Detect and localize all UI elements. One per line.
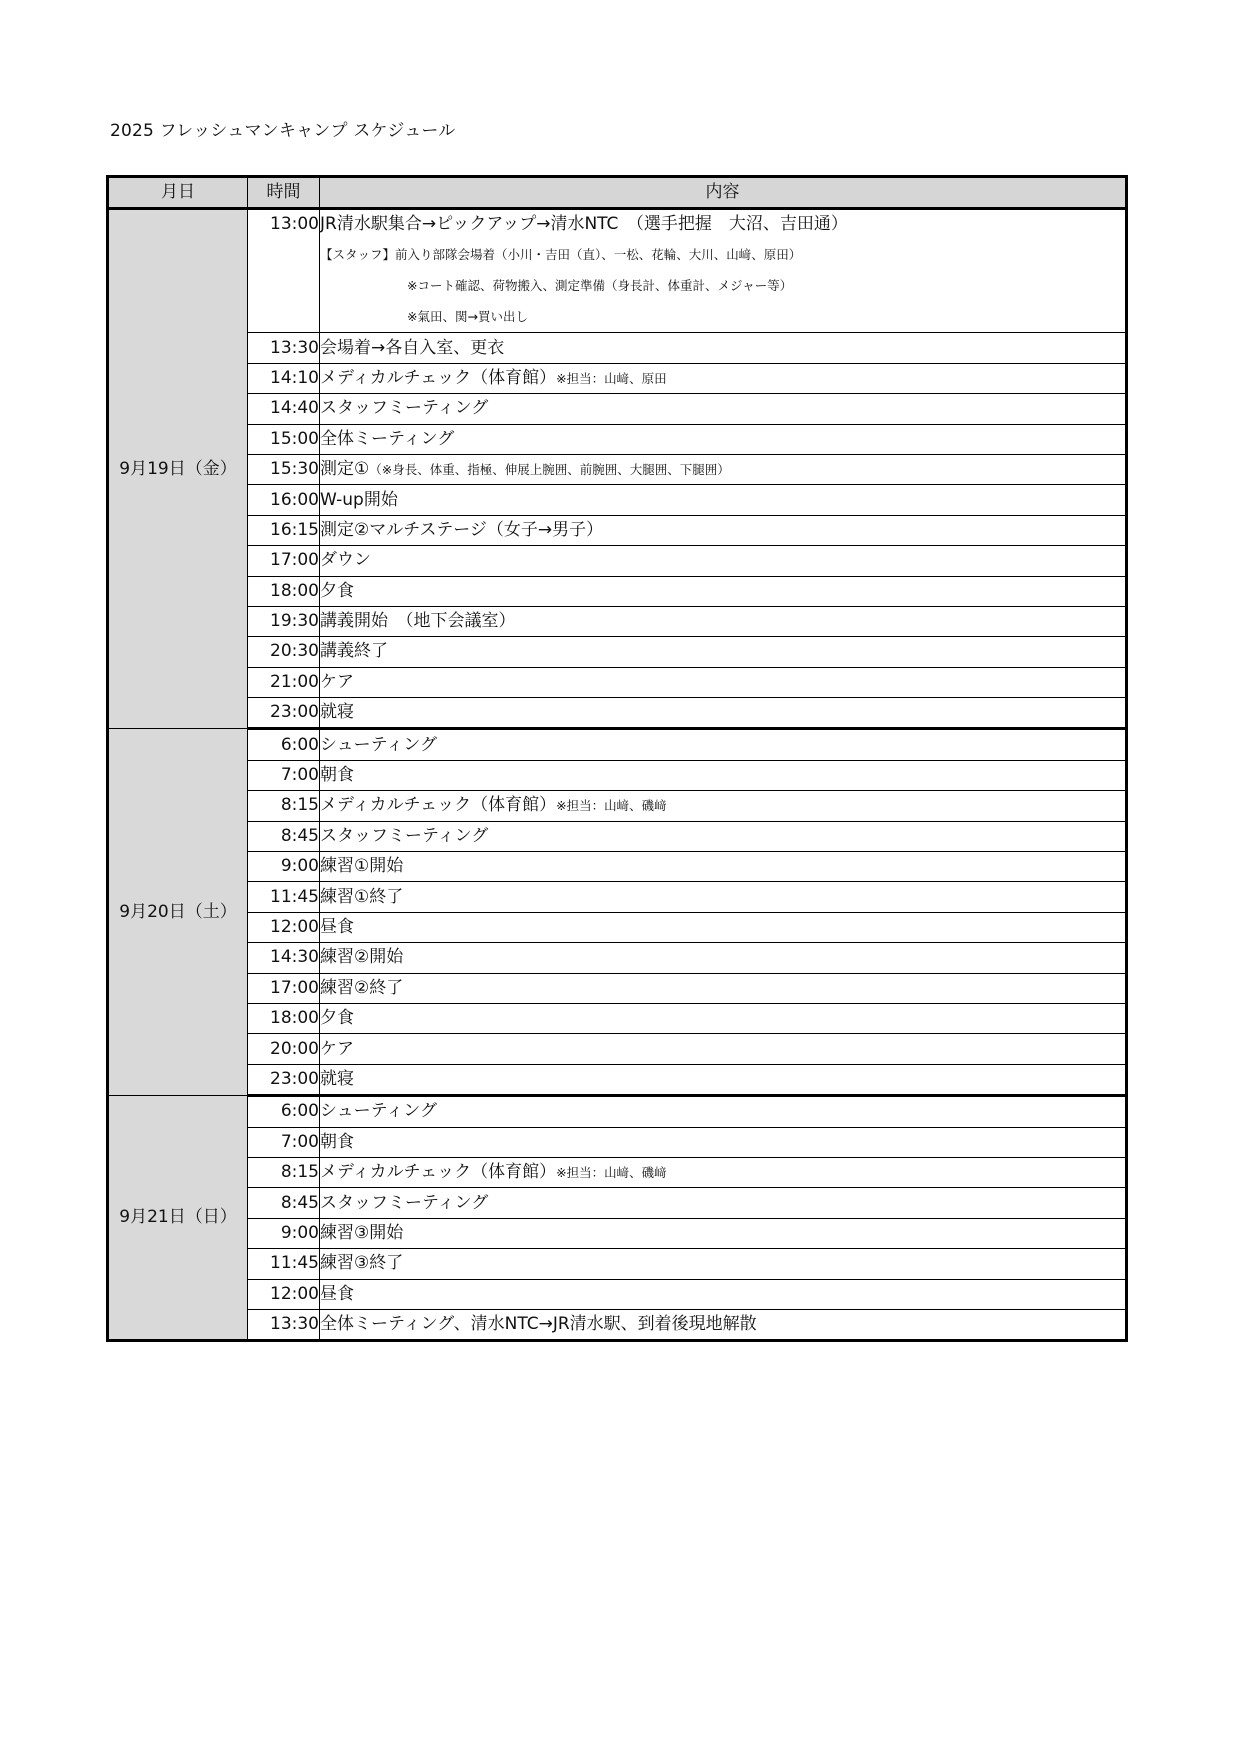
schedule-row [108, 729, 1127, 760]
time-cell: 13:00 [248, 209, 320, 333]
content-cell [320, 363, 1127, 393]
content-note: ※担当：山﨑、原田 [556, 370, 667, 386]
content-text: 練習①終了 [320, 886, 404, 907]
content-text: 練習③終了 [320, 1253, 404, 1274]
schedule-row [108, 485, 1127, 515]
content-text: 練習①開始 [320, 856, 404, 877]
schedule-row [108, 1218, 1127, 1248]
schedule-row [108, 363, 1127, 393]
content-text: 講義終了 [320, 641, 388, 662]
time-cell: 15:30 [248, 454, 320, 484]
content-cell [320, 1096, 1127, 1127]
schedule-row [108, 424, 1127, 454]
time-cell: 9:00 [248, 1218, 320, 1248]
time-cell: 6:00 [248, 729, 320, 760]
time-cell: 13:30 [248, 333, 320, 363]
content-text: 昼食 [320, 917, 354, 937]
content-text: 就寝 [320, 702, 354, 723]
time-cell: 17:00 [248, 546, 320, 576]
content-note: ※担当：山﨑、磯﨑 [556, 798, 667, 814]
time-cell: 8:45 [248, 1188, 320, 1218]
content-text: 夕食 [320, 1008, 354, 1029]
time-cell: 21:00 [248, 667, 320, 697]
column-header-content: 内容 [320, 177, 1127, 209]
content-cell [320, 852, 1127, 882]
column-header-date: 月日 [108, 177, 248, 209]
content-cell [320, 515, 1127, 545]
schedule-row [108, 637, 1127, 667]
content-cell [320, 1279, 1127, 1309]
schedule-row [108, 1309, 1127, 1340]
content-text: スタッフミーティング [320, 825, 489, 846]
staff-note-line: ※コート確認、荷物搬入、測定準備（身長計、体重計、メジャー等） [407, 278, 793, 294]
schedule-row [108, 1003, 1127, 1033]
content-cell [320, 1309, 1127, 1340]
page-title: 2025 フレッシュマンキャンプ スケジュール [110, 121, 456, 141]
content-text: 朝食 [320, 765, 354, 786]
time-cell: 11:45 [248, 882, 320, 912]
time-cell: 13:30 [248, 1309, 320, 1340]
schedule-row [108, 667, 1127, 697]
time-cell: 20:00 [248, 1034, 320, 1064]
content-text: スタッフミーティング [320, 1192, 489, 1213]
content-cell [320, 698, 1127, 729]
schedule-row [108, 333, 1127, 363]
content-text: 練習③開始 [320, 1222, 404, 1243]
time-cell: 18:00 [248, 1003, 320, 1033]
content-text: 朝食 [320, 1131, 354, 1152]
schedule-row [108, 1249, 1127, 1279]
content-cell [320, 1064, 1127, 1095]
day-date-cell: 9月21日（日） [108, 1096, 248, 1341]
schedule-row [108, 852, 1127, 882]
time-cell: 14:40 [248, 394, 320, 424]
time-cell: 15:00 [248, 424, 320, 454]
content-cell [320, 729, 1127, 760]
schedule-row [108, 1096, 1127, 1127]
schedule-row [108, 698, 1127, 729]
time-cell: 23:00 [248, 1064, 320, 1095]
time-cell: 18:00 [248, 576, 320, 606]
content-cell [320, 454, 1127, 484]
content-cell [320, 943, 1127, 973]
schedule-row [108, 791, 1127, 821]
content-cell [320, 637, 1127, 667]
content-cell [320, 973, 1127, 1003]
time-cell: 23:00 [248, 698, 320, 729]
content-cell [320, 1249, 1127, 1279]
content-text: 測定① [320, 459, 370, 480]
content-text: 全体ミーティング、清水NTC→JR清水駅、到着後現地解散 [320, 1314, 757, 1335]
content-cell [320, 1127, 1127, 1157]
content-text: 測定②マルチステージ（女子→男子） [320, 519, 604, 540]
time-cell: 20:30 [248, 637, 320, 667]
content-text: JR清水駅集合→ピックアップ→清水NTC （選手把握 大沼、吉田通） [320, 214, 848, 235]
content-cell [320, 606, 1127, 636]
content-cell [320, 760, 1127, 790]
content-text: メディカルチェック（体育館） [320, 1162, 557, 1183]
schedule-row [108, 546, 1127, 576]
schedule-row [108, 1279, 1127, 1309]
schedule-row [108, 1127, 1127, 1157]
time-cell: 8:15 [248, 791, 320, 821]
schedule-body [108, 209, 1127, 1341]
content-text: W-up開始 [320, 489, 398, 510]
content-cell [320, 209, 1127, 333]
content-text: 就寝 [320, 1068, 354, 1089]
content-cell [320, 485, 1127, 515]
schedule-row [108, 515, 1127, 545]
content-text: スタッフミーティング [320, 398, 489, 419]
schedule-row [108, 1188, 1127, 1218]
staff-note-line: ※氣田、関→買い出し [407, 309, 528, 325]
schedule-table [106, 175, 1128, 1342]
content-text: ケア [320, 671, 354, 692]
schedule-row [108, 912, 1127, 942]
content-cell [320, 1188, 1127, 1218]
content-cell [320, 1034, 1127, 1064]
content-cell [320, 1218, 1127, 1248]
content-text: ケア [320, 1038, 354, 1059]
schedule-row [108, 1034, 1127, 1064]
content-cell [320, 912, 1127, 942]
content-cell [320, 546, 1127, 576]
content-note: ※担当：山﨑、磯﨑 [556, 1165, 667, 1181]
time-cell: 16:15 [248, 515, 320, 545]
schedule-row [108, 209, 1127, 333]
content-cell [320, 667, 1127, 697]
time-cell: 14:10 [248, 363, 320, 393]
schedule-row [108, 1157, 1127, 1187]
schedule-row [108, 576, 1127, 606]
time-cell: 14:30 [248, 943, 320, 973]
content-text: ダウン [320, 550, 371, 571]
content-cell [320, 424, 1127, 454]
schedule-row [108, 760, 1127, 790]
content-text: 全体ミーティング [320, 428, 455, 449]
content-cell [320, 333, 1127, 363]
time-cell: 6:00 [248, 1096, 320, 1127]
time-cell: 19:30 [248, 606, 320, 636]
content-cell [320, 821, 1127, 851]
content-cell [320, 1157, 1127, 1187]
time-cell: 7:00 [248, 760, 320, 790]
schedule-row [108, 394, 1127, 424]
schedule-row [108, 1064, 1127, 1095]
content-text: シューティング [320, 734, 437, 755]
day-date-cell: 9月20日（土） [108, 729, 248, 1096]
content-text: 練習②開始 [320, 947, 404, 968]
header-row [108, 177, 1127, 209]
column-header-time: 時間 [248, 177, 320, 209]
time-cell: 8:15 [248, 1157, 320, 1187]
content-text: 昼食 [320, 1283, 354, 1304]
time-cell: 11:45 [248, 1249, 320, 1279]
schedule-row [108, 882, 1127, 912]
day-date-cell: 9月19日（金） [108, 209, 248, 729]
time-cell: 7:00 [248, 1127, 320, 1157]
content-cell [320, 576, 1127, 606]
time-cell: 16:00 [248, 485, 320, 515]
content-text: シューティング [320, 1101, 437, 1122]
content-text: 会場着→各自入室、更衣 [320, 337, 505, 358]
schedule-row [108, 943, 1127, 973]
content-text: 講義開始 （地下会議室） [320, 611, 516, 632]
content-cell [320, 882, 1127, 912]
time-cell: 17:00 [248, 973, 320, 1003]
content-cell [320, 394, 1127, 424]
content-text: メディカルチェック（体育館） [320, 367, 557, 388]
schedule-row [108, 973, 1127, 1003]
schedule-row [108, 821, 1127, 851]
time-cell: 8:45 [248, 821, 320, 851]
schedule-row [108, 454, 1127, 484]
content-text: 練習②終了 [320, 977, 404, 998]
content-text: メディカルチェック（体育館） [320, 795, 557, 816]
time-cell: 12:00 [248, 912, 320, 942]
content-cell [320, 791, 1127, 821]
schedule-row [108, 606, 1127, 636]
time-cell: 12:00 [248, 1279, 320, 1309]
content-note: （※身長、体重、指極、伸展上腕囲、前腕囲、大腿囲、下腿囲） [369, 462, 730, 478]
content-cell [320, 1003, 1127, 1033]
staff-note-line: 【スタッフ】前入り部隊会場着（小川・吉田（直）、一松、花輪、大川、山﨑、原田） [320, 247, 802, 263]
time-cell: 9:00 [248, 852, 320, 882]
content-text: 夕食 [320, 580, 354, 601]
